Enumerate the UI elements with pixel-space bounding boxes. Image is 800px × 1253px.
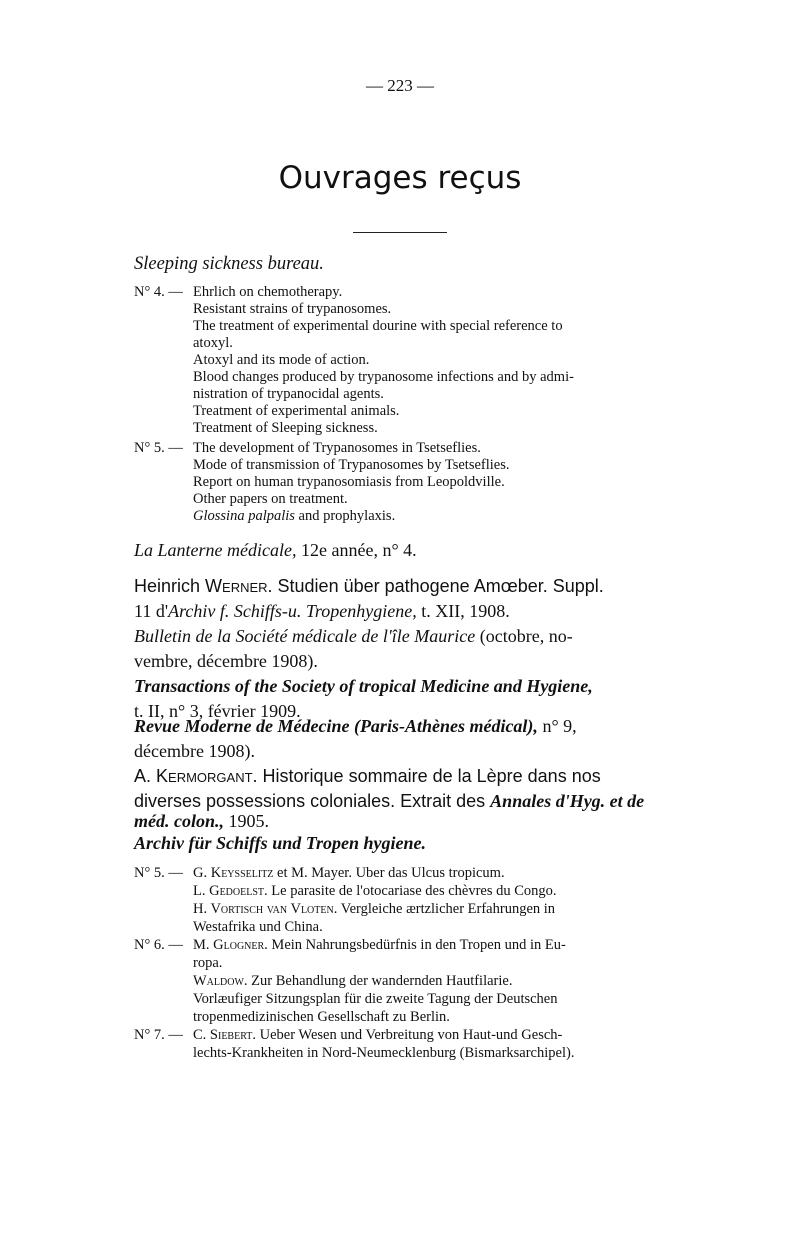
archiv-n6-entry [193, 937, 566, 954]
bulletin-rest: (octobre, no- [475, 626, 573, 646]
sleeping-n4-line: Resistant strains of trypanosomes. [193, 301, 392, 317]
werner-rest: t. XII, 1908. [416, 601, 510, 621]
kermorgant-initial: A. [134, 766, 157, 786]
werner-journal: Archiv f. Schiffs-u. Tropenhygiene, [168, 601, 417, 621]
archiv-n7-entry [193, 1045, 574, 1062]
kermorgant-title: . Historique sommaire de la Lèpre dans nos [252, 766, 601, 786]
werner-line1 [134, 576, 604, 597]
sleeping-n5-line: Mode of transmission of Trypanosomes by Tsetseflies. [193, 457, 510, 473]
archiv-n5-entry [193, 883, 557, 900]
entry-text: . Le parasite de l'otocariase des chèvres du Congo. [264, 883, 557, 899]
bulletin-line1 [134, 626, 573, 647]
archiv-n6-entry [193, 973, 512, 990]
kermorgant-line3 [134, 811, 269, 832]
entry-text: Westafrika und China. [193, 919, 323, 935]
kermorgant-line2 [134, 791, 644, 812]
archiv-n7-number: N° 7. — [134, 1027, 183, 1043]
lanterne-title: La Lanterne médicale, [134, 540, 297, 560]
entry-text: ropa. [193, 955, 223, 971]
entry-author: H. Vortisch van Vloten [193, 901, 334, 917]
kermorgant-text: diverses possessions coloniales. Extrait des [134, 791, 491, 811]
bulletin-line2: vembre, décembre 1908). [134, 651, 318, 671]
glossina-rest: and prophylaxis. [294, 508, 396, 524]
sleeping-n4-line: Treatment of Sleeping sickness. [193, 420, 378, 436]
archiv-n6-entry [193, 955, 222, 972]
title-rule [353, 232, 447, 233]
lanterne-rest: 12e année, n° 4. [296, 540, 417, 560]
page-title: Ouvrages reçus [278, 160, 522, 196]
transactions-line2: t. II, n° 3, février 1909. [134, 701, 301, 721]
kermorgant-journal-cont: méd. colon., [134, 811, 224, 831]
entry-text: . Zur Behandlung der wandernden Hautfilarie. [243, 973, 513, 989]
glossina-italic: Glossina palpalis [193, 508, 295, 524]
page-number: — 223 — [366, 76, 434, 95]
revue-line2: décembre 1908). [134, 741, 255, 761]
sleeping-n4-line: Ehrlich on chemotherapy. [193, 284, 343, 300]
sleeping-n4-line: Treatment of experimental animals. [193, 403, 400, 419]
archiv-n6-entry [193, 1009, 450, 1026]
kermorgant-line1 [134, 766, 601, 787]
entry-text: lechts-Krankheiten in Nord-Neumecklenburg (Bismarksarchipel). [193, 1045, 575, 1061]
entry-text: et M. Mayer. Uber das Ulcus tropicum. [273, 865, 505, 881]
entry-text: . Ueber Wesen und Verbreitung von Haut-und Gesch- [252, 1027, 563, 1043]
lanterne-entry [134, 540, 417, 561]
werner-prefix: 11 d' [134, 601, 169, 621]
sleeping-n4-line: Blood changes produced by trypanosome infections and by admi- [193, 369, 574, 385]
archiv-n7-entry [193, 1027, 562, 1044]
sleeping-n5-line: Other papers on treatment. [193, 491, 348, 507]
kermorgant-journal: Annales d'Hyg. et de [490, 791, 645, 811]
bulletin-title: Bulletin de la Société médicale de l'île Maurice [134, 626, 476, 646]
revue-line1 [134, 716, 577, 737]
sleeping-n5-line [193, 508, 395, 525]
entry-text: . Vergleiche ærtzlicher Erfahrungen in [333, 901, 556, 917]
entry-text: Vorlæufiger Sitzungsplan für die zweite Tagung der Deutschen [193, 991, 558, 1007]
archiv-n6-entry [193, 991, 557, 1008]
werner-first-name: Heinrich [134, 576, 206, 596]
entry-text: . Mein Nahrungsbedürfnis in den Tropen und in Eu- [264, 937, 566, 953]
sleeping-n5-number: N° 5. — [134, 440, 183, 456]
entry-author: Waldow [193, 973, 244, 989]
sleeping-n4-line: The treatment of experimental dourine with special reference to [193, 318, 563, 334]
entry-author: G. Keysselitz [193, 865, 274, 881]
sleeping-sickness-heading: Sleeping sickness bureau. [134, 254, 324, 274]
entry-text: tropenmedizinischen Gesellschaft zu Berlin. [193, 1009, 450, 1025]
sleeping-n5-line: The development of Trypanosomes in Tsetseflies. [193, 440, 481, 456]
kermorgant-year: 1905. [224, 811, 269, 831]
sleeping-n4-line: atoxyl. [193, 335, 233, 351]
werner-surname: Werner [205, 576, 268, 596]
archiv-n5-entry [193, 919, 323, 936]
archiv-n6-number: N° 6. — [134, 937, 183, 953]
entry-author: L. Gedoelst [193, 883, 265, 899]
transactions-line1: Transactions of the Society of tropical Medicine and Hygiene, [134, 676, 593, 696]
sleeping-n5-line: Report on human trypanosomiasis from Leopoldville. [193, 474, 505, 490]
archiv-n5-entry [193, 865, 505, 882]
kermorgant-surname: Kermorgant [156, 766, 253, 786]
archiv-n5-number: N° 5. — [134, 865, 183, 881]
revue-rest: n° 9, [537, 716, 577, 736]
werner-title: . Studien über pathogene Amœber. Suppl. [267, 576, 604, 596]
archiv-n5-entry [193, 901, 555, 918]
entry-author: C. Siebert [193, 1027, 253, 1043]
sleeping-n4-number: N° 4. — [134, 284, 183, 300]
werner-line2 [134, 601, 510, 622]
sleeping-n4-line: Atoxyl and its mode of action. [193, 352, 370, 368]
sleeping-n4-line: nistration of trypanocidal agents. [193, 386, 384, 402]
archiv-heading: Archiv für Schiffs und Tropen hygiene. [134, 833, 427, 853]
entry-author: M. Glogner [193, 937, 265, 953]
revue-title: Revue Moderne de Médecine (Paris-Athènes médical), [134, 716, 538, 736]
